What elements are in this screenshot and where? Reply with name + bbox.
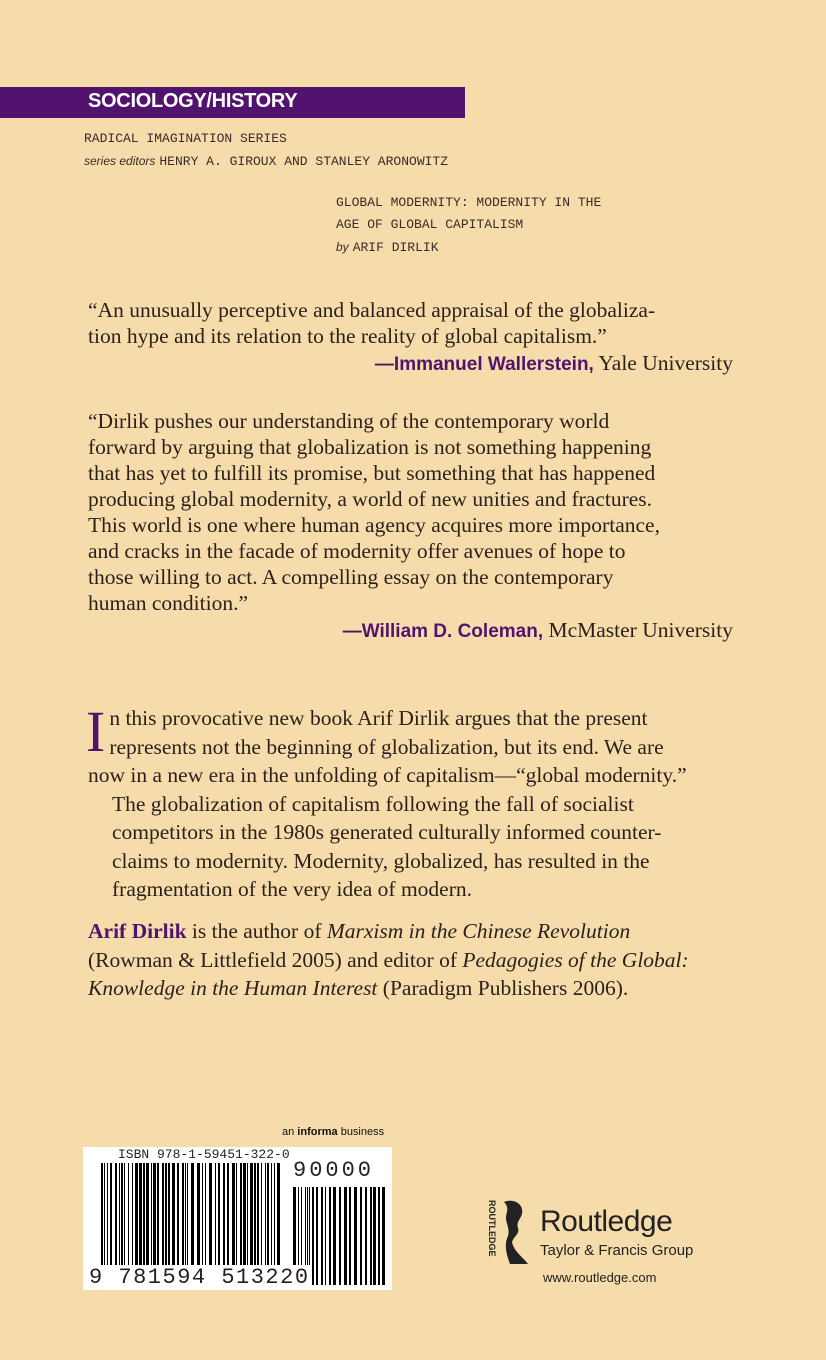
book-info	[336, 192, 601, 259]
text-line: fragmentation of the very idea of modern.	[112, 877, 472, 901]
barcode-bar	[321, 1187, 323, 1285]
price-code: 90000	[293, 1158, 375, 1183]
routledge-logo-icon	[484, 1198, 534, 1268]
text-line: forward by arguing that globalization is not something happening	[88, 435, 652, 459]
author-name: Arif Dirlik	[88, 919, 187, 943]
book-author: ARIF DIRLIK	[352, 240, 439, 255]
author-bio	[88, 917, 733, 1003]
barcode-bar	[124, 1163, 125, 1267]
text-line: This world is one where human agency acquires more importance,	[88, 513, 660, 537]
barcode-bar	[223, 1163, 225, 1267]
barcode-bar	[265, 1163, 266, 1267]
barcode-bar	[107, 1163, 108, 1267]
bio-book-title: Marxism in the Chinese Revolution	[326, 919, 631, 943]
text-line: The globalization of capitalism following the fall of socialist	[112, 791, 634, 816]
book-title-line: AGE OF GLOBAL CAPITALISM	[336, 217, 524, 232]
barcode-bar	[243, 1163, 246, 1267]
barcode-bar	[227, 1163, 229, 1267]
barcode-bar	[139, 1163, 142, 1267]
informa-pre: an	[282, 1126, 298, 1138]
barcode-bar	[104, 1163, 105, 1267]
isbn-text: ISBN 978-1-59451-322-0	[118, 1147, 290, 1162]
bio-text: is the author of	[186, 919, 327, 943]
barcode-number: 9 781594 513220	[89, 1265, 310, 1290]
barcode-bar	[267, 1163, 269, 1267]
barcode-bar	[185, 1163, 186, 1267]
logo-text: ROUTLEDGE	[487, 1200, 497, 1257]
text-line: represents not the beginning of globalization, but its end. We are	[109, 734, 664, 759]
barcode-bar	[209, 1163, 212, 1267]
barcode-bar	[146, 1163, 149, 1267]
barcode-bar	[162, 1163, 164, 1267]
informa-tagline	[282, 1126, 384, 1138]
barcode-bar	[187, 1163, 188, 1267]
barcode-bar	[240, 1163, 242, 1267]
barcode-bar	[172, 1163, 175, 1267]
barcode-bar	[143, 1163, 145, 1267]
text-line: claims to modernity. Modernity, globalized, has resulted in the	[112, 848, 650, 873]
barcode-bar	[250, 1163, 253, 1267]
barcode-bar	[277, 1163, 280, 1267]
barcode-bar	[218, 1163, 220, 1267]
barcode-bar	[110, 1163, 112, 1267]
publisher-group: Taylor & Francis Group	[540, 1242, 694, 1259]
barcode-bar	[378, 1187, 380, 1285]
barcode-bar	[121, 1163, 123, 1267]
text-line: and cracks in the facade of modernity offer avenues of hope to	[88, 539, 626, 563]
barcode-bar	[325, 1187, 326, 1285]
blurb-affiliation: Yale University	[593, 351, 733, 375]
category-banner: SOCIOLOGY/HISTORY	[0, 87, 465, 118]
barcode-bar	[151, 1163, 152, 1267]
barcode-bar	[153, 1163, 156, 1267]
barcode-bar	[316, 1187, 318, 1285]
blurb-affiliation: McMaster University	[543, 618, 733, 642]
barcode-bar	[274, 1163, 275, 1267]
bio-book-title: Knowledge in the Human Interest	[88, 976, 378, 1000]
barcode-bar	[232, 1163, 235, 1267]
barcode-bar	[329, 1187, 331, 1285]
blurb-coleman	[88, 408, 733, 645]
text-line: those willing to act. A compelling essay on the contemporary	[88, 565, 614, 589]
series-info	[84, 128, 448, 173]
blurb-author: —William D. Coleman,	[342, 621, 544, 642]
barcode-bar	[360, 1187, 362, 1285]
barcode-bar	[182, 1163, 184, 1267]
barcode-bar	[205, 1163, 206, 1267]
description	[86, 699, 733, 904]
barcode-bar	[197, 1163, 200, 1267]
barcode-bar	[132, 1163, 133, 1267]
blurb-wallerstein	[88, 297, 733, 378]
barcode-bar	[261, 1163, 262, 1267]
text-line: human condition.”	[88, 591, 249, 615]
barcode-bar	[370, 1187, 372, 1285]
informa-post: business	[337, 1126, 385, 1138]
text-line: n this provocative new book Arif Dirlik argues that the present	[109, 706, 648, 730]
publisher-name: Routledge	[540, 1205, 673, 1238]
series-name: RADICAL IMAGINATION SERIES	[84, 131, 287, 146]
barcode-bar	[215, 1163, 216, 1267]
barcode-bar	[119, 1163, 120, 1267]
barcode-bar	[333, 1187, 336, 1285]
barcode-bar	[128, 1163, 129, 1267]
barcode-bar	[373, 1187, 376, 1285]
barcode-bar	[236, 1163, 237, 1267]
barcode-bar	[349, 1187, 351, 1285]
barcode-bar	[271, 1163, 272, 1267]
barcode-bar	[165, 1163, 167, 1267]
drop-cap: I	[86, 699, 106, 764]
series-editors-label: series editors	[84, 154, 156, 168]
barcode-bar	[135, 1163, 138, 1267]
by-label: by	[336, 240, 349, 254]
barcode-bar	[382, 1187, 385, 1285]
barcode-bar	[177, 1163, 179, 1267]
barcode-bar	[344, 1187, 347, 1285]
barcode-bar	[354, 1187, 357, 1285]
barcode-bar	[339, 1187, 341, 1285]
text-line: now in a new era in the unfolding of capitalism—“global modernity.”	[88, 763, 687, 787]
barcode-bar	[202, 1163, 203, 1267]
barcode-bar	[312, 1187, 314, 1285]
text-line: producing global modernity, a world of new unities and fractures.	[88, 487, 653, 511]
bio-text: (Rowman & Littlefield 2005) and editor of	[88, 947, 463, 972]
series-editors: HENRY A. GIROUX AND STANLEY ARONOWITZ	[159, 154, 449, 169]
blurb-author: —Immanuel Wallerstein,	[374, 354, 594, 375]
bio-book-title: Pedagogies of the Global:	[462, 947, 689, 972]
blurb-attribution	[88, 617, 733, 645]
bio-text: (Paradigm Publishers 2006).	[377, 976, 629, 1000]
barcode-bar	[157, 1163, 159, 1267]
isbn-barcode	[83, 1147, 392, 1290]
barcode-bar	[101, 1163, 103, 1267]
text-line: that has yet to fulfill its promise, but something that has happened	[88, 461, 656, 485]
barcode-bar	[365, 1187, 367, 1285]
informa-brand: informa	[297, 1126, 338, 1138]
blurb-attribution	[88, 350, 733, 378]
text-line: competitors in the 1980s generated culturally informed counter-	[112, 820, 662, 844]
barcode-bar	[191, 1163, 194, 1267]
publisher-url[interactable]: www.routledge.com	[543, 1270, 657, 1285]
text-line: “Dirlik pushes our understanding of the contemporary world	[88, 409, 610, 433]
book-title-line: GLOBAL MODERNITY: MODERNITY IN THE	[336, 195, 602, 210]
text-line: tion hype and its relation to the reality of global capitalism.”	[88, 324, 607, 348]
barcode-bar	[168, 1163, 170, 1267]
text-line: “An unusually perceptive and balanced appraisal of the globaliza-	[88, 298, 656, 322]
